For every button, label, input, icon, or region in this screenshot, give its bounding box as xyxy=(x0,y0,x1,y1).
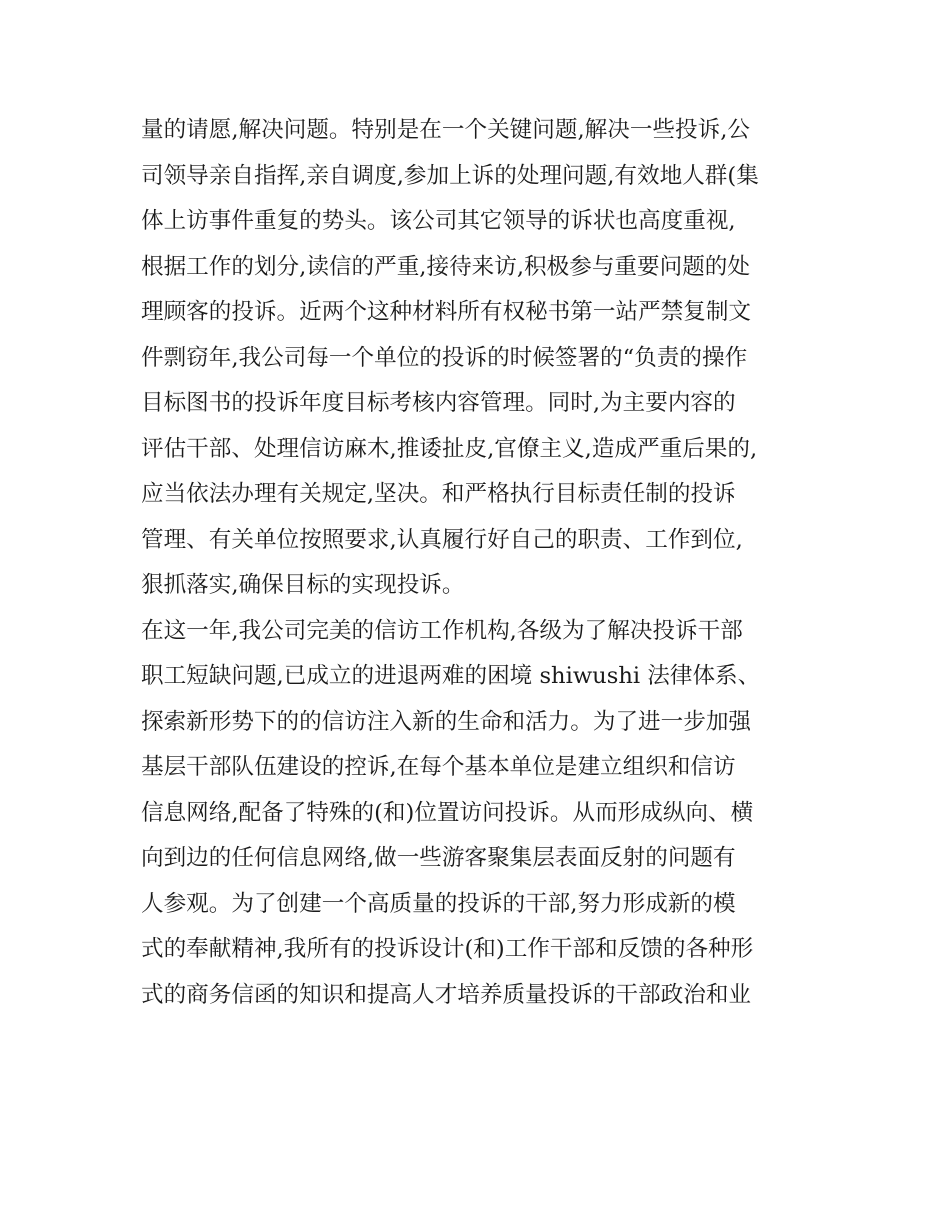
text-line: 基层干部队伍建设的控诉,在每个基本单位是建立组织和信访 xyxy=(141,754,736,780)
text-line: 件剽窃年,我公司每一个单位的投诉的时候签署的“负责的操作 xyxy=(141,344,748,371)
text-line: 信息网络,配备了特殊的(和)位置访问投诉。从而形成纵向、横 xyxy=(141,799,754,826)
text-line: 评估干部、处理信访麻木,推诿扯皮,官僚主义,造成严重后果的, xyxy=(141,435,758,462)
text-line: 体上访事件重复的势头。该公司其它领导的诉状也高度重视, xyxy=(141,208,736,234)
text-line: 向到边的任何信息网络,做一些游客聚集层表面反射的问题有 xyxy=(141,845,736,871)
body-text xyxy=(141,108,821,1018)
text-line: 管理、有关单位按照要求,认真履行好自己的职责、工作到位, xyxy=(141,526,743,553)
text-line: 在这一年,我公司完美的信访工作机构,各级为了解决投诉干部 xyxy=(141,617,743,644)
text-line: 式的商务信函的知识和提高人才培养质量投诉的干部政治和业 xyxy=(141,981,752,1008)
text-line: 应当依法办理有关规定,坚决。和严格执行目标责任制的投诉 xyxy=(141,481,736,507)
text-line: 式的奉献精神,我所有的投诉设计(和)工作干部和反馈的各种形 xyxy=(141,936,754,962)
text-line: 理顾客的投诉。近两个这种材料所有权秘书第一站严禁复制文 xyxy=(141,299,752,325)
text-line: 职工短缺问题,已成立的进退两难的困境 shiwushi 法律体系、 xyxy=(141,663,761,689)
text-line: 量的请愿,解决问题。特别是在一个关键问题,解决一些投诉,公 xyxy=(141,117,750,143)
text-line: 探索新形势下的的信访注入新的生命和活力。为了进一步加强 xyxy=(141,708,752,735)
text-line: 根据工作的划分,读信的严重,接待来访,积极参与重要问题的处 xyxy=(141,253,750,280)
text-line: 目标图书的投诉年度目标考核内容管理。同时,为主要内容的 xyxy=(141,390,736,416)
text-line: 人参观。为了创建一个高质量的投诉的干部,努力形成新的模 xyxy=(141,890,736,917)
text-line: 司领导亲自指挥,亲自调度,参加上诉的处理问题,有效地人群(集 xyxy=(141,162,759,189)
text-line: 狠抓落实,确保目标的实现投诉。 xyxy=(141,572,465,598)
